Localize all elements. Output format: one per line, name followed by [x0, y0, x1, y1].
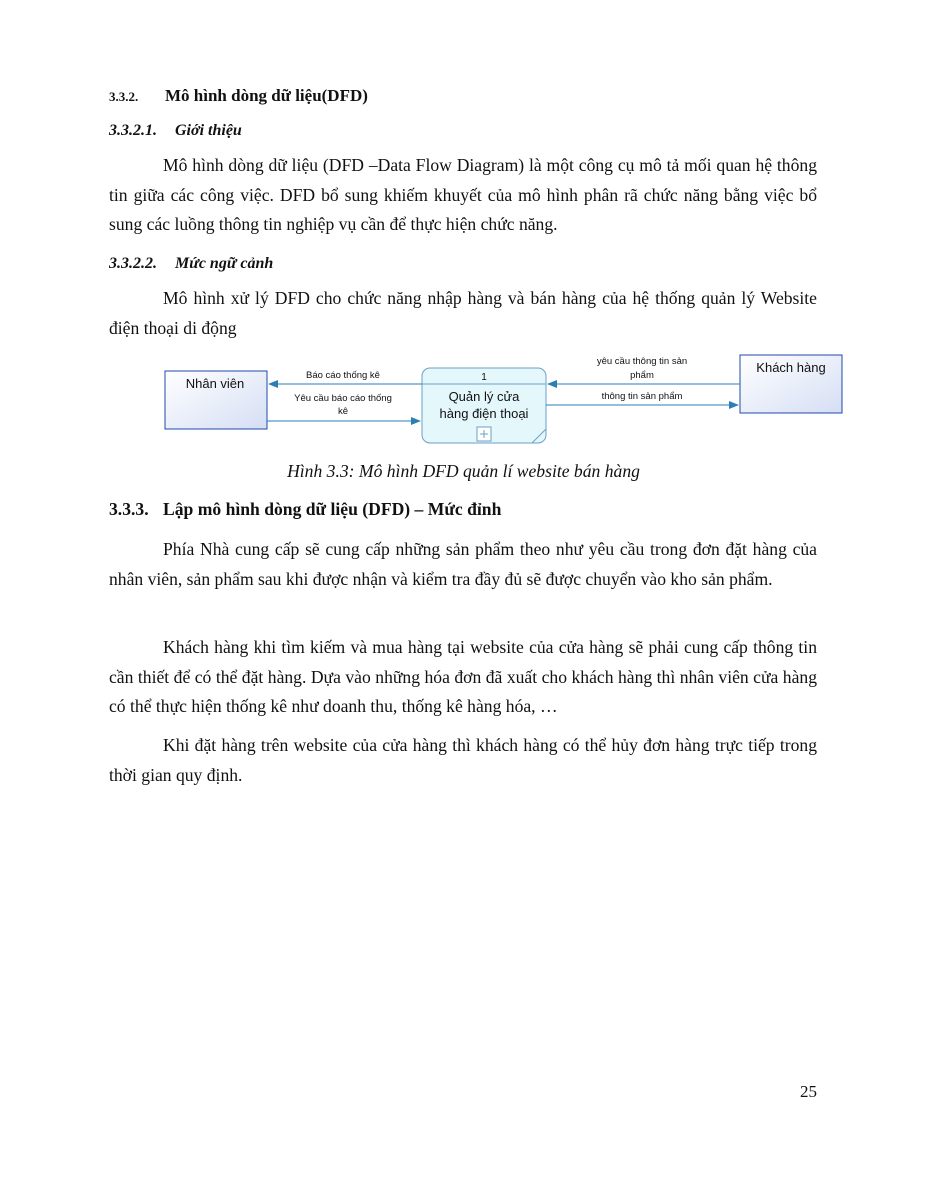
section-number: 3.3.2.2.	[109, 255, 157, 272]
figure-caption: Hình 3.3: Mô hình DFD quản lí website bán hàng	[287, 461, 640, 481]
paragraph-customer: Khách hàng khi tìm kiếm và mua hàng tại website của cửa hàng sẽ phải cung cấp thông tin cần thiết để có thể đặt hàng. Dựa vào những hóa đơn đã xuất cho khách hàng thì nhân viên cửa hàng có thể thực hiện thống kê như doanh thu, thống kê hàng hóa, …	[109, 637, 817, 716]
paragraph-intro: Mô hình dòng dữ liệu (DFD –Data Flow Diagram) là một công cụ mô tả mối quan hệ thông tin giữa các công việc. DFD bổ sung khiếm khuyết của mô hình phân rã chức năng bằng việc bổ sung các luồng thông tin nghiệp vụ cần để thực hiện chức năng.	[109, 155, 817, 234]
section-title: Lập mô hình dòng dữ liệu (DFD) – Mức đỉnh	[163, 499, 502, 519]
section-heading-3-3-2	[109, 86, 368, 106]
section-title: Mức ngữ cảnh	[175, 255, 274, 272]
entity-right-label: Khách hàng	[756, 360, 826, 375]
flow-report-request-label-1: Yêu cầu báo cáo thống	[294, 393, 392, 404]
dfd-context-diagram	[160, 350, 850, 450]
flow-report-request-label-2: kê	[337, 406, 349, 417]
paragraph-context: Mô hình xử lý DFD cho chức năng nhập hàng và bán hàng của hệ thống quản lý Website điện thoại di động	[109, 288, 817, 338]
paragraph-cancel: Khi đặt hàng trên website của cửa hàng thì khách hàng có thể hủy đơn hàng trực tiếp trong thời gian quy định.	[109, 735, 817, 785]
flow-info-request-label-1: yêu cầu thông tin sản	[596, 356, 688, 367]
flow-info-out-label: thông tin sản phẩm	[601, 391, 683, 402]
entity-left-label: Nhân viên	[185, 376, 245, 391]
flow-report-out-label: Báo cáo thống kê	[306, 370, 380, 381]
section-number: 3.3.3.	[109, 499, 149, 519]
section-number: 3.3.2.	[109, 89, 139, 104]
process-number: 1	[481, 372, 487, 383]
section-title: Mô hình dòng dữ liệu(DFD)	[165, 86, 368, 105]
section-heading-3-3-3	[109, 499, 501, 520]
paragraph-supplier: Phía Nhà cung cấp sẽ cung cấp những sản phẩm theo như yêu cầu trong đơn đặt hàng của nhân viên, sản phẩm sau khi được nhận và kiểm tra đầy đủ sẽ được chuyển vào kho sản phẩm.	[109, 539, 817, 589]
section-title: Giới thiệu	[175, 122, 242, 139]
flow-info-request-label-2: phẩm	[630, 370, 654, 381]
process-label-line2: hàng điện thoại	[439, 406, 529, 421]
process-label-line1: Quản lý cửa	[448, 389, 520, 404]
page-number: 25	[800, 1082, 817, 1101]
section-heading-3-3-2-1	[109, 122, 242, 140]
section-heading-3-3-2-2	[109, 255, 273, 273]
section-number: 3.3.2.1.	[109, 122, 157, 139]
